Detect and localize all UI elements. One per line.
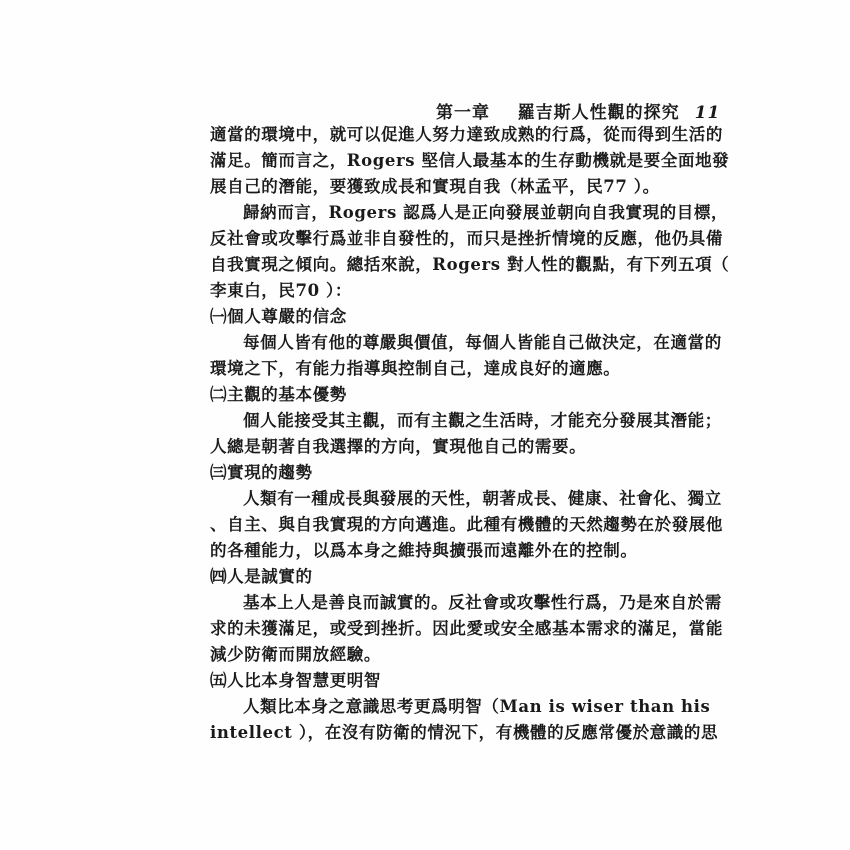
text-line: 的各種能力，以爲本身之維持與擴張而遠離外在的控制。 (210, 541, 638, 560)
text-line: intellect ），在沒有防衛的情況下，有機體的反應常優於意識的思 (210, 723, 719, 742)
running-header (436, 98, 720, 123)
text-line: 減少防衛而開放經驗。 (210, 645, 381, 664)
section-heading-4: ㈣人是誠實的 (210, 567, 313, 586)
text-line: 環境之下，有能力指導與控制自己，達成良好的適應。 (210, 359, 621, 378)
text-line: 、自主、與自我實現的方向邁進。此種有機體的天然趨勢在於發展他 (210, 515, 723, 534)
section-heading-2: ㈡主觀的基本優勢 (210, 385, 347, 404)
text-line: 自我實現之傾向。總括來說，Rogers 對人性的觀點，有下列五項（ (210, 255, 730, 274)
chapter-title: 羅吉斯人性觀的探究 (517, 103, 680, 123)
paragraph-start: 人類有一種成長與發展的天性，朝著成長、健康、社會化、獨立 (243, 489, 722, 508)
text-line: 適當的環境中，就可以促進人努力達致成熟的行爲，從而得到生活的 (210, 125, 723, 144)
paragraph-start: 個人能接受其主觀，而有主觀之生活時，才能充分發展其潛能； (243, 411, 722, 430)
paragraph-start: 歸納而言，Rogers 認爲人是正向發展並朝向自我實現的目標， (243, 203, 729, 222)
page-number: 11 (694, 103, 721, 123)
text-line: 展自己的潛能，要獲致成長和實現自我（林孟平，民77 ）。 (210, 177, 660, 196)
chapter-label: 第一章 (436, 103, 490, 123)
paragraph-start: 每個人皆有他的尊嚴與價值，每個人皆能自己做決定，在適當的 (243, 333, 722, 352)
text-line: 李東白，民70 ）： (210, 281, 352, 300)
section-heading-1: ㈠個人尊嚴的信念 (210, 307, 347, 326)
section-heading-3: ㈢實現的趨勢 (210, 463, 313, 482)
paragraph-start: 人類比本身之意識思考更爲明智（Man is wiser than his (243, 697, 711, 716)
section-heading-5: ㈤人比本身智慧更明智 (210, 671, 381, 690)
text-line: 人總是朝著自我選擇的方向，實現他自己的需要。 (210, 437, 587, 456)
text-line: 求的未獲滿足，或受到挫折。因此愛或安全感基本需求的滿足，當能 (210, 619, 723, 638)
text-line: 滿足。簡而言之，Rogers 堅信人最基本的生存動機就是要全面地發 (210, 151, 730, 170)
text-line: 反社會或攻擊行爲並非自發性的，而只是挫折情境的反應，他仍具備 (210, 229, 723, 248)
paragraph-start: 基本上人是善良而誠實的。反社會或攻擊性行爲，乃是來自於需 (243, 593, 722, 612)
body-text (210, 122, 730, 746)
